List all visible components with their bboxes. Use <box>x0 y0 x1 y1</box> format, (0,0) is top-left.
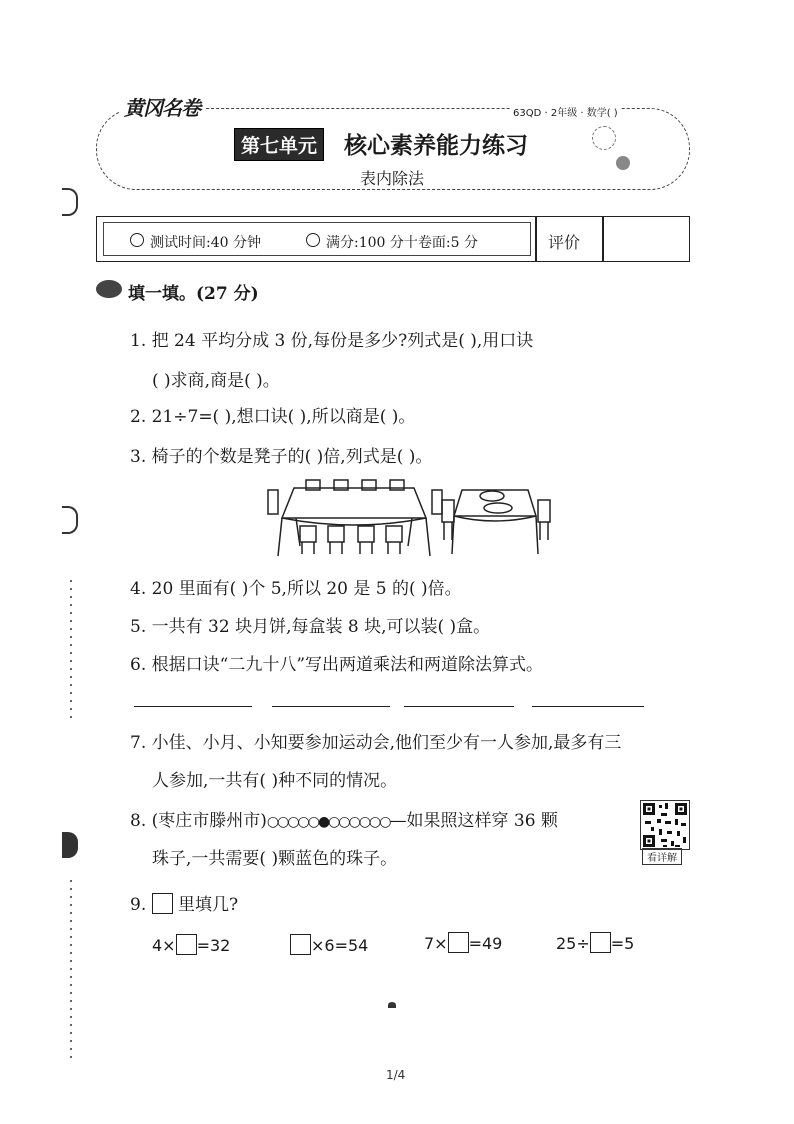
question-9-text: 里填几? <box>178 895 239 915</box>
answer-box[interactable] <box>590 932 611 953</box>
decorative-mark-icon <box>388 1002 396 1008</box>
equation-part: 25÷ <box>556 934 590 953</box>
page-subtitle: 表内除法 <box>360 169 425 188</box>
question-9 <box>130 890 238 915</box>
question-6: 6. 根据口诀“二九十八”写出两道乘法和两道除法算式。 <box>130 655 544 675</box>
question-1-line-1: 1. 把 24 平均分成 3 份,每份是多少?列式是( ),用口诀 <box>130 331 534 351</box>
qr-code-icon[interactable] <box>640 800 690 850</box>
answer-box[interactable] <box>448 932 469 953</box>
answer-box <box>152 893 173 914</box>
equation-4 <box>556 932 634 953</box>
margin-dots-top <box>70 580 72 720</box>
question-8-line-2: 珠子,一共需要( )颗蓝色的珠子。 <box>152 849 398 869</box>
binding-mark <box>62 506 78 534</box>
equation-1 <box>152 934 230 955</box>
section-heading: 填一填。(27 分) <box>128 284 259 304</box>
equation-2 <box>290 934 368 955</box>
question-8-source: 8. (枣庄市滕州市) <box>130 811 267 831</box>
question-5: 5. 一共有 32 块月饼,每盒装 8 块,可以装( )盒。 <box>130 617 491 637</box>
unit-label: 第七单元 <box>234 128 324 161</box>
answer-box[interactable] <box>290 934 311 955</box>
clock-icon <box>130 233 144 247</box>
margin-dots-bottom <box>70 880 72 1060</box>
answer-line[interactable] <box>532 706 644 707</box>
divider <box>535 217 537 261</box>
equation-3 <box>424 932 502 953</box>
section-badge-icon <box>96 280 122 298</box>
question-4: 4. 20 里面有( )个 5,所以 20 是 5 的( )倍。 <box>130 579 462 599</box>
equation-part: 4× <box>152 936 176 955</box>
answer-line[interactable] <box>134 706 252 707</box>
equation-part: ×6=54 <box>311 936 369 955</box>
answer-line[interactable] <box>404 706 514 707</box>
seal-icon <box>592 126 616 150</box>
test-time: 测试时间:40 分钟 <box>150 235 261 251</box>
equation-part: =5 <box>610 934 635 953</box>
qr-label[interactable]: 看详解 <box>642 848 682 865</box>
question-9-number: 9. <box>130 895 147 915</box>
answer-box[interactable] <box>176 934 197 955</box>
equation-part: =32 <box>196 936 231 955</box>
question-2: 2. 21÷7=( ),想口诀( ),所以商是( )。 <box>130 407 416 427</box>
seal-dot-icon <box>616 156 630 170</box>
answer-line[interactable] <box>272 706 390 707</box>
question-7-line-1: 7. 小佳、小月、小知要参加运动会,他们至少有一人参加,最多有三 <box>130 733 622 753</box>
page-number: 1/4 <box>386 1068 406 1082</box>
binding-mark <box>62 832 78 858</box>
question-3: 3. 椅子的个数是凳子的( )倍,列式是( )。 <box>130 447 433 467</box>
paper-code: 63QD · 2年级 · 数学( ) <box>510 104 621 119</box>
tables-chairs-illustration <box>266 476 556 562</box>
bead-sequence: ○○○○○●○○○○○○ <box>266 814 390 830</box>
equation-part: 7× <box>424 934 448 953</box>
evaluation-field[interactable] <box>604 218 686 260</box>
question-1-line-2: ( )求商,商是( )。 <box>152 371 280 391</box>
equation-part: =49 <box>468 934 503 953</box>
brand-logo: 黄冈名卷 <box>120 92 204 121</box>
binding-mark <box>62 188 78 216</box>
evaluation-label: 评价 <box>548 233 581 252</box>
page-title: 核心素养能力练习 <box>344 133 528 159</box>
question-8-text: 如果照这样穿 36 颗 <box>406 811 558 831</box>
question-7-line-2: 人参加,一共有( )种不同的情况。 <box>152 771 398 791</box>
question-8-line-1: 8. (枣庄市滕州市)○○○○○●○○○○○○—如果照这样穿 36 颗 <box>130 811 558 831</box>
check-icon <box>306 233 320 247</box>
full-score: 满分:100 分十卷面:5 分 <box>326 235 478 251</box>
